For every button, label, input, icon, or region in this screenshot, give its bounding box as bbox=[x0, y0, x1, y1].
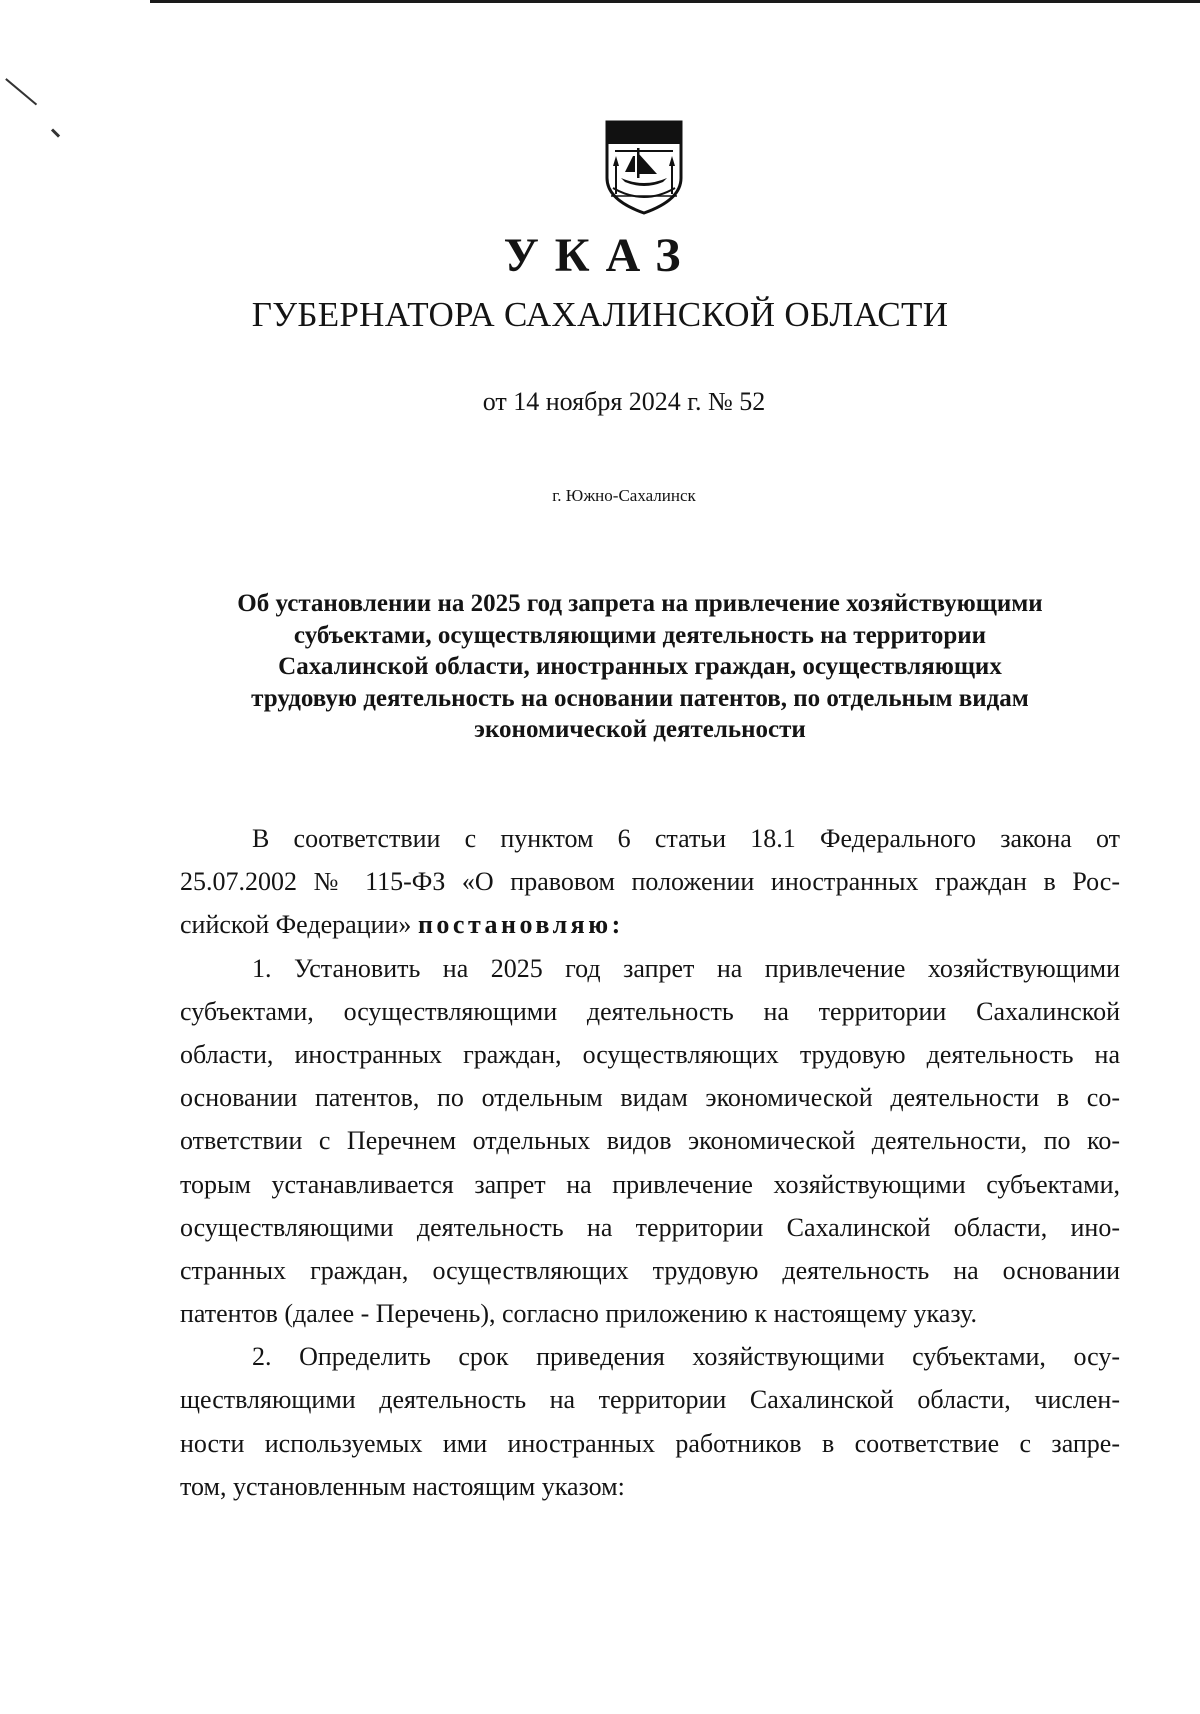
heading-line: субъектами, осуществляющими деятельность на территории bbox=[293, 621, 987, 649]
preamble-line: 25.07.2002 № 115-ФЗ «О правовом положении иностранных граждан в Рос- bbox=[180, 867, 1120, 897]
paragraph-2-line: том, установленным настоящим указом: bbox=[180, 1471, 625, 1501]
heading-line: Сахалинской области, иностранных граждан, осуществляющих bbox=[278, 653, 1002, 680]
document-city: г. Южно-Сахалинск bbox=[552, 486, 696, 505]
paragraph-1-line: ответствии с Перечнем отдельных видов экономической деятельности, по ко- bbox=[180, 1126, 1120, 1156]
paragraph-1-line: торым устанавливается запрет на привлечение хозяйствующими субъектами, bbox=[180, 1169, 1120, 1199]
sakhalin-coat-of-arms-icon bbox=[603, 116, 685, 216]
paragraph-2-line: ности используемых ими иностранных работников в соответствие с запре- bbox=[180, 1428, 1120, 1458]
decree-word: постановляю: bbox=[417, 910, 624, 940]
paragraph-1-line: 1. Установить на 2025 год запрет на привлечение хозяйствующими bbox=[252, 953, 1120, 983]
document-title: УКАЗ bbox=[503, 229, 697, 282]
scan-mark bbox=[6, 78, 38, 105]
paragraph-2-line: ществляющими деятельность на территории Сахалинской области, числен- bbox=[180, 1385, 1120, 1415]
document-heading bbox=[160, 588, 1120, 746]
document-date-number: от 14 ноября 2024 г. № 52 bbox=[482, 387, 766, 416]
paragraph-1-line: патентов (далее - Перечень), согласно приложению к настоящему указу. bbox=[180, 1299, 977, 1329]
preamble-line bbox=[180, 903, 1120, 946]
paragraph-1-line: странных граждан, осуществляющих трудовую деятельность на основании bbox=[180, 1255, 1120, 1285]
paragraph-1-line: осуществляющими деятельность на территории Сахалинской области, ино- bbox=[180, 1212, 1120, 1242]
preamble-line: В соответствии с пунктом 6 статьи 18.1 Федерального закона от bbox=[252, 824, 1120, 853]
paragraph-1-line: субъектами, осуществляющими деятельность на территории Сахалинской bbox=[180, 996, 1120, 1026]
scan-mark bbox=[51, 128, 60, 137]
preamble-line-prefix: сийской Федерации» bbox=[180, 910, 418, 940]
heading-line: трудовую деятельность на основании патентов, по отдельным видам bbox=[251, 684, 1029, 712]
top-scan-edge bbox=[150, 0, 1200, 3]
heading-line: Об установлении на 2025 год запрета на привлечение хозяйствующими bbox=[237, 590, 1043, 617]
document-issuer: ГУБЕРНАТОРА САХАЛИНСКОЙ ОБЛАСТИ bbox=[251, 295, 949, 334]
paragraph-1-line: основании патентов, по отдельным видам экономической деятельности в со- bbox=[180, 1083, 1120, 1113]
document-body bbox=[180, 817, 1120, 1508]
paragraph-2-line: 2. Определить срок приведения хозяйствующими субъектами, осу- bbox=[252, 1342, 1120, 1372]
paragraph-1-line: области, иностранных граждан, осуществляющих трудовую деятельность на bbox=[180, 1039, 1120, 1069]
heading-line: экономической деятельности bbox=[474, 716, 806, 743]
